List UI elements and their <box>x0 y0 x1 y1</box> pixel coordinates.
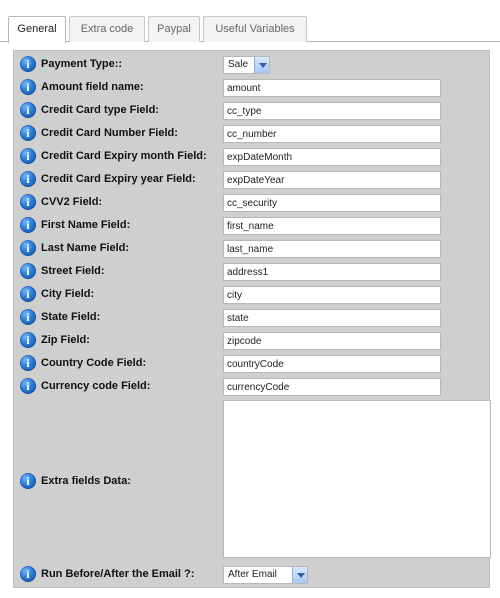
run-before-after-select[interactable] <box>223 566 308 584</box>
street-label: Street Field: <box>41 265 105 277</box>
payment-type-row <box>14 53 489 76</box>
cc-number-row <box>14 122 489 145</box>
cc-expiry-year-label: Credit Card Expiry year Field: <box>41 173 196 185</box>
zip-row <box>14 329 489 352</box>
country-code-row <box>14 352 489 375</box>
run-before-after-value: After Email <box>228 569 277 580</box>
extra-fields-row <box>14 470 489 493</box>
tab-bar <box>0 0 500 42</box>
cvv2-row <box>14 191 489 214</box>
run-before-after-label: Run Before/After the Email ?: <box>41 568 195 580</box>
info-icon[interactable] <box>20 263 36 279</box>
tab-extra-code[interactable] <box>69 16 145 42</box>
cc-number-label: Credit Card Number Field: <box>41 127 178 139</box>
state-input[interactable] <box>223 309 441 327</box>
run-before-after-row <box>14 563 489 586</box>
info-icon[interactable] <box>20 332 36 348</box>
info-icon[interactable] <box>20 473 36 489</box>
info-icon[interactable] <box>20 355 36 371</box>
cc-number-input[interactable] <box>223 125 441 143</box>
cc-expiry-month-label: Credit Card Expiry month Field: <box>41 150 207 162</box>
zip-input[interactable] <box>223 332 441 350</box>
cc-type-label: Credit Card type Field: <box>41 104 159 116</box>
cc-expiry-month-row <box>14 145 489 168</box>
street-input[interactable] <box>223 263 441 281</box>
cc-type-input[interactable] <box>223 102 441 120</box>
amount-field-row <box>14 76 489 99</box>
amount-field-input[interactable] <box>223 79 441 97</box>
tab-paypal[interactable] <box>148 16 200 42</box>
info-icon[interactable] <box>20 171 36 187</box>
chevron-down-icon[interactable] <box>254 57 269 73</box>
info-icon[interactable] <box>20 102 36 118</box>
tab-general[interactable] <box>8 16 66 43</box>
city-label: City Field: <box>41 288 95 300</box>
chevron-down-icon[interactable] <box>292 567 307 583</box>
first-name-label: First Name Field: <box>41 219 131 231</box>
payment-type-select[interactable] <box>223 56 270 74</box>
info-icon[interactable] <box>20 240 36 256</box>
last-name-row <box>14 237 489 260</box>
last-name-label: Last Name Field: <box>41 242 130 254</box>
info-icon[interactable] <box>20 286 36 302</box>
city-input[interactable] <box>223 286 441 304</box>
tab-useful-variables-label: Useful Variables <box>215 23 295 35</box>
payment-type-label: Payment Type:: <box>41 58 123 70</box>
payment-type-value: Sale <box>228 59 249 70</box>
country-code-label: Country Code Field: <box>41 357 147 369</box>
cc-expiry-year-input[interactable] <box>223 171 441 189</box>
cvv2-label: CVV2 Field: <box>41 196 103 208</box>
currency-code-input[interactable] <box>223 378 441 396</box>
tab-general-label: General <box>17 23 57 35</box>
info-icon[interactable] <box>20 194 36 210</box>
country-code-input[interactable] <box>223 355 441 373</box>
tab-useful-variables[interactable] <box>203 16 307 42</box>
general-settings-panel <box>13 50 490 588</box>
cc-expiry-year-row <box>14 168 489 191</box>
state-row <box>14 306 489 329</box>
first-name-row <box>14 214 489 237</box>
first-name-input[interactable] <box>223 217 441 235</box>
info-icon[interactable] <box>20 79 36 95</box>
extra-fields-label: Extra fields Data: <box>41 475 131 487</box>
zip-label: Zip Field: <box>41 334 90 346</box>
street-row <box>14 260 489 283</box>
info-icon[interactable] <box>20 56 36 72</box>
city-row <box>14 283 489 306</box>
currency-code-row <box>14 375 489 398</box>
state-label: State Field: <box>41 311 101 323</box>
info-icon[interactable] <box>20 566 36 582</box>
info-icon[interactable] <box>20 217 36 233</box>
cc-type-row <box>14 99 489 122</box>
tab-paypal-label: Paypal <box>157 23 191 35</box>
amount-field-label: Amount field name: <box>41 81 144 93</box>
cvv2-input[interactable] <box>223 194 441 212</box>
info-icon[interactable] <box>20 125 36 141</box>
info-icon[interactable] <box>20 378 36 394</box>
last-name-input[interactable] <box>223 240 441 258</box>
info-icon[interactable] <box>20 148 36 164</box>
cc-expiry-month-input[interactable] <box>223 148 441 166</box>
currency-code-label: Currency code Field: <box>41 380 151 392</box>
info-icon[interactable] <box>20 309 36 325</box>
tab-extra-code-label: Extra code <box>80 23 134 35</box>
